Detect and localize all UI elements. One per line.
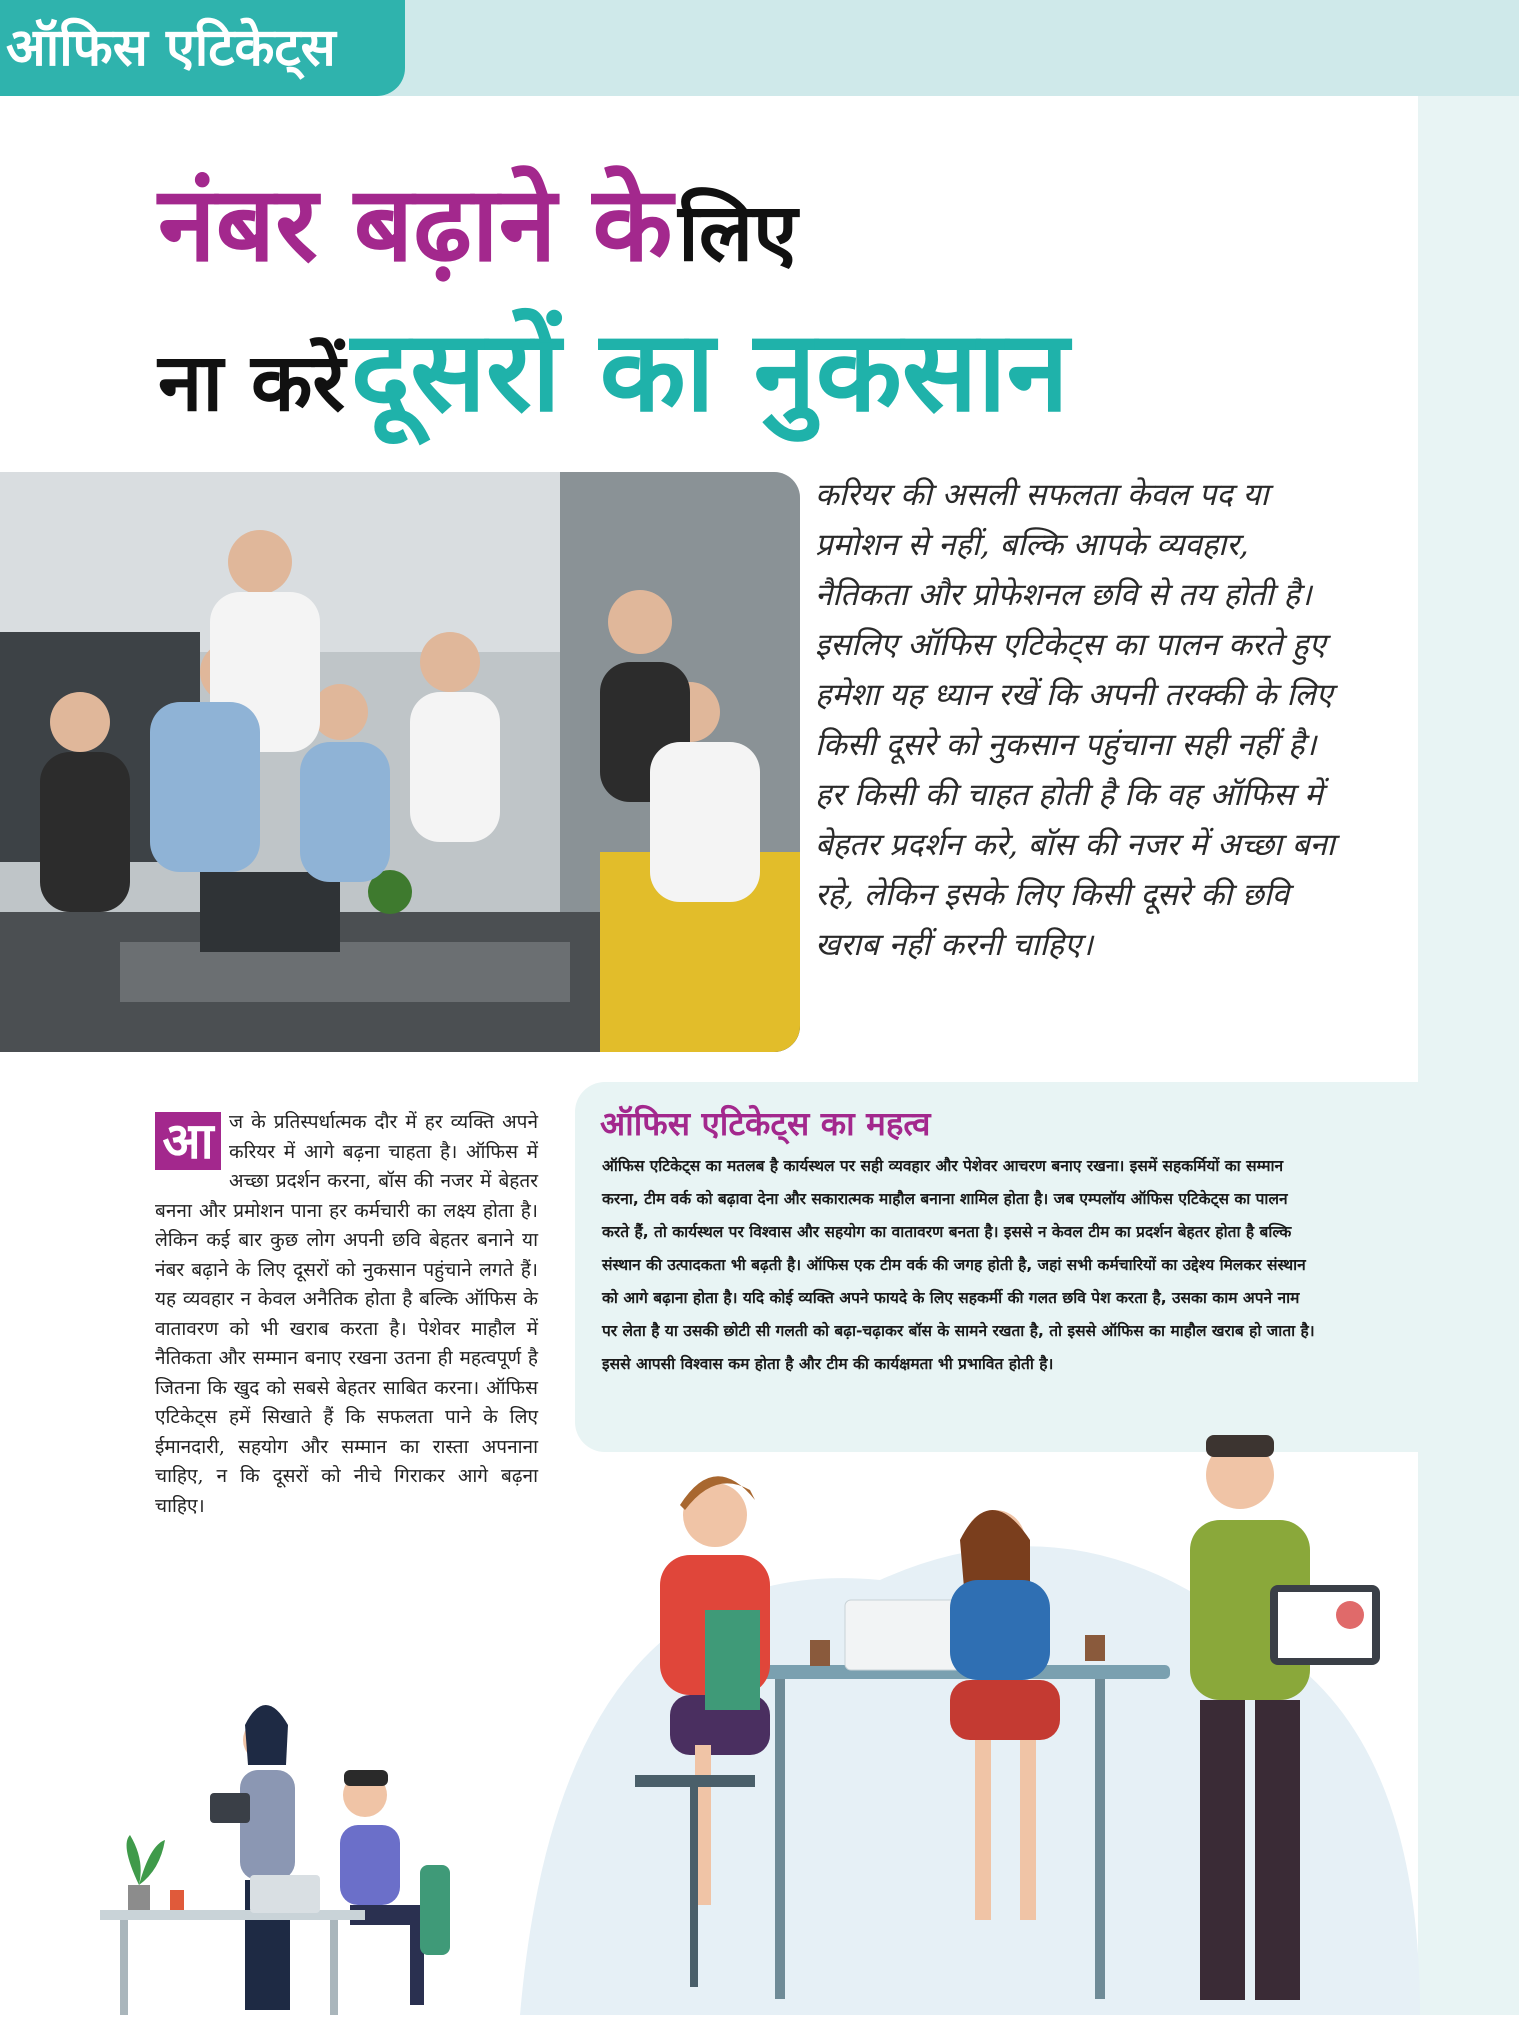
desk-colleagues-illustration: [100, 1685, 530, 2015]
right-band: [1418, 96, 1519, 2015]
headline-part2: लिए: [678, 186, 798, 279]
body-text: ज के प्रतिस्पर्धात्मक दौर में हर व्यक्ति अपने करियर में आगे बढ़ना चाहता है। ऑफिस में अच्छा प्रदर्शन करना, बॉस की नजर में बेहतर बनना और प्रमोशन पाना हर कर्मचारी का लक्ष्य होता है। लेकिन कई बार कुछ लोग अपनी छवि बेहतर बनाने या नंबर बढ़ाने के लिए दूसरों को नुकसान पहुंचाने लगते हैं। यह व्यवहार न केवल अनैतिक होता है बल्कि ऑफिस के वातावरण को भी खराब करता है। पेशेवर माहौल में नैतिकता और सम्मान बनाए रखना उतना ही महत्वपूर्ण है जितना कि खुद को सबसे बेहतर साबित करना। ऑफिस एटिकेट्स हमें सिखाते हैं कि सफलता पाने के लिए ईमानदारी, सहयोग और सम्मान का रास्ता अपनाना चाहिए, न कि दूसरों को नीचे गिराकर आगे बढ़ना चाहिए।: [155, 1111, 538, 1517]
box-title: ऑफिस एटिकेट्स का महत्व: [600, 1104, 931, 1143]
section-tag: ऑफिस एटिकेट्स: [0, 0, 405, 96]
team-meeting-illustration: [520, 1430, 1420, 2015]
drop-cap: आ: [155, 1112, 221, 1170]
headline-part3: ना करें: [158, 336, 346, 429]
headline: [158, 150, 1358, 437]
headline-part1: नंबर बढ़ाने के: [158, 163, 673, 285]
intro-text: करियर की असली सफलता केवल पद या प्रमोशन से नहीं, बल्कि आपके व्यवहार, नैतिकता और प्रोफेशनल छवि से तय होती है। इसलिए ऑफिस एटिकेट्स का पालन करते हुए हमेशा यह ध्यान रखें कि अपनी तरक्की के लिए किसी दूसरे को नुकसान पहुंचाना सही नहीं है। हर किसी की चाहत होती है कि वह ऑफिस में बेहतर प्रदर्शन करे, बॉस की नजर में अच्छा बना रहे, लेकिन इसके लिए किसी दूसरे की छवि खराब नहीं करनी चाहिए।: [815, 477, 1335, 963]
body-column: [155, 1108, 538, 1521]
office-meeting-photo: [0, 472, 800, 1052]
headline-part4: दूसरों का नुकसान: [350, 307, 1069, 437]
box-text: ऑफिस एटिकेट्स का मतलब है कार्यस्थल पर सही व्यवहार और पेशेवर आचरण बनाए रखना। इसमें सहकर्मियों का सम्मान करना, टीम वर्क को बढ़ावा देना और सकारात्मक माहौल बनाना शामिल होता है। जब एम्पलॉय ऑफिस एटिकेट्स का पालन करते हैं, तो कार्यस्थल पर विश्वास और सहयोग का वातावरण बनता है। इससे न केवल टीम का प्रदर्शन बेहतर होता है बल्कि संस्थान की उत्पादकता भी बढ़ती है। ऑफिस एक टीम वर्क की जगह होती है, जहां सभी कर्मचारियों का उद्देश्य मिलकर संस्थान को आगे बढ़ाना होता है। यदि कोई व्यक्ति अपने फायदे के लिए सहकर्मी की गलत छवि पेश करता है, उसका काम अपने नाम पर लेता है या उसकी छोटी सी गलती को बढ़ा-चढ़ाकर बॉस के सामने रखता है, तो इससे ऑफिस का माहौल खराब हो जाता है। इससे आपसी विश्वास कम होता है और टीम की कार्यक्षमता भी प्रभावित होती है।: [602, 1157, 1315, 1373]
